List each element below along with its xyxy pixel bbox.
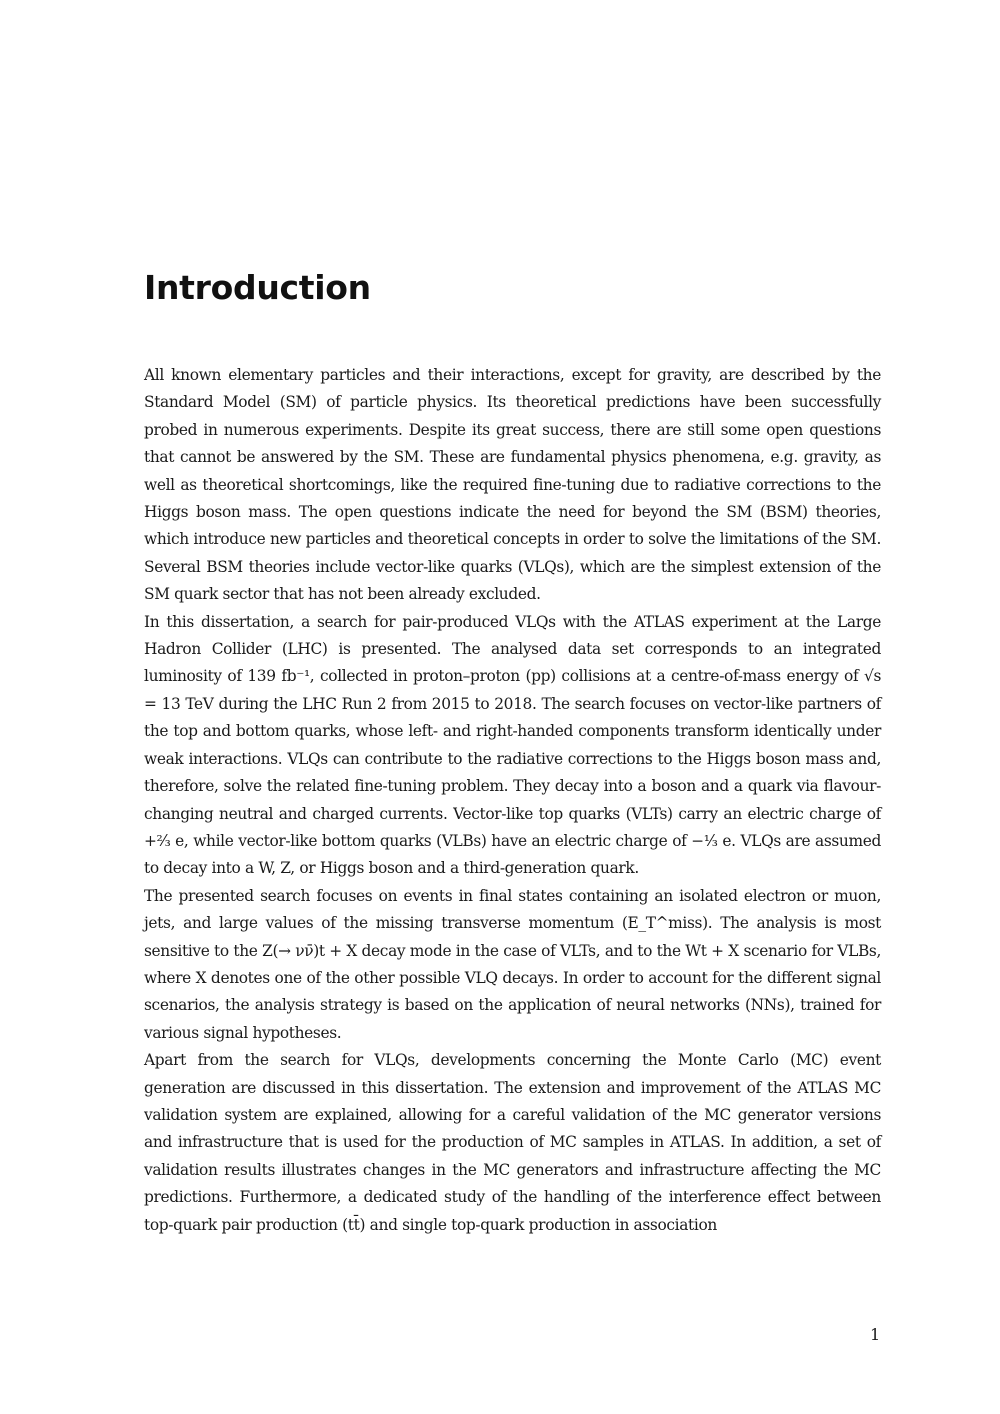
paragraph: All known elementary particles and their interactions, except for gravity, are described by the Standard Model (SM) of particle physics. Its theoretical predictions have been successfully probed in numerous experiments. Despite its great success, there are still some open questions that cannot be answered by the SM. These are fundamental physics phenomena, e.g. gravity, as well as theoretical shortcomings, like the required fine-tuning due to radiative corrections to the Higgs boson mass. The open questions indicate the need for beyond the SM (BSM) theories, which introduce new particles and theoretical concepts in order to solve the limitations of the SM. Several BSM theories include vector-like quarks (VLQs), which are the simplest extension of the SM quark sector that has not been already excluded. <box>144 366 881 604</box>
paragraph: In this dissertation, a search for pair-produced VLQs with the ATLAS experiment at the Large Hadron Collider (LHC) is presented. The analysed data set corresponds to an integrated luminosity of 139 fb⁻¹, collected in proton–proton (pp) collisions at a centre-of-mass energy of √s = 13 TeV during the LHC Run 2 from 2015 to 2018. The search focuses on vector-like partners of the top and bottom quarks, whose left- and right-handed components transform identically under weak interactions. VLQs can contribute to the radiative corrections to the Higgs boson mass and, therefore, solve the related fine-tuning problem. They decay into a boson and a quark via flavour-changing neutral and charged currents. Vector-like top quarks (VLTs) carry an electric charge of +²⁄₃ e, while vector-like bottom quarks (VLBs) have an electric charge of −¹⁄₃ e. VLQs are assumed to decay into a W, Z, or Higgs boson and a third-generation quark. <box>144 612 881 878</box>
paragraph: Apart from the search for VLQs, developments concerning the Monte Carlo (MC) event generation are discussed in this dissertation. The extension and improvement of the ATLAS MC validation system are explained, allowing for a careful validation of the MC generator versions and infrastructure that is used for the production of MC samples in ATLAS. In addition, a set of validation results illustrates changes in the MC generators and infrastructure affecting the MC predictions. Furthermore, a dedicated study of the handling of the interference effect between top-quark pair production (tt̄) and single top-quark production in association <box>144 1051 881 1234</box>
paragraph: The presented search focuses on events in final states containing an isolated electron or muon, jets, and large values of the missing transverse momentum (E_T^miss). The analysis is most sensitive to the Z(→ νν̄)t + X decay mode in the case of VLTs, and to the Wt + X scenario for VLBs, where X denotes one of the other possible VLQ decays. In order to account for the different signal scenarios, the analysis strategy is based on the application of neural networks (NNs), trained for various signal hypotheses. <box>144 886 881 1042</box>
page-number: 1 <box>870 1325 881 1344</box>
chapter-heading: Introduction <box>144 268 371 307</box>
body-text <box>144 362 881 1239</box>
